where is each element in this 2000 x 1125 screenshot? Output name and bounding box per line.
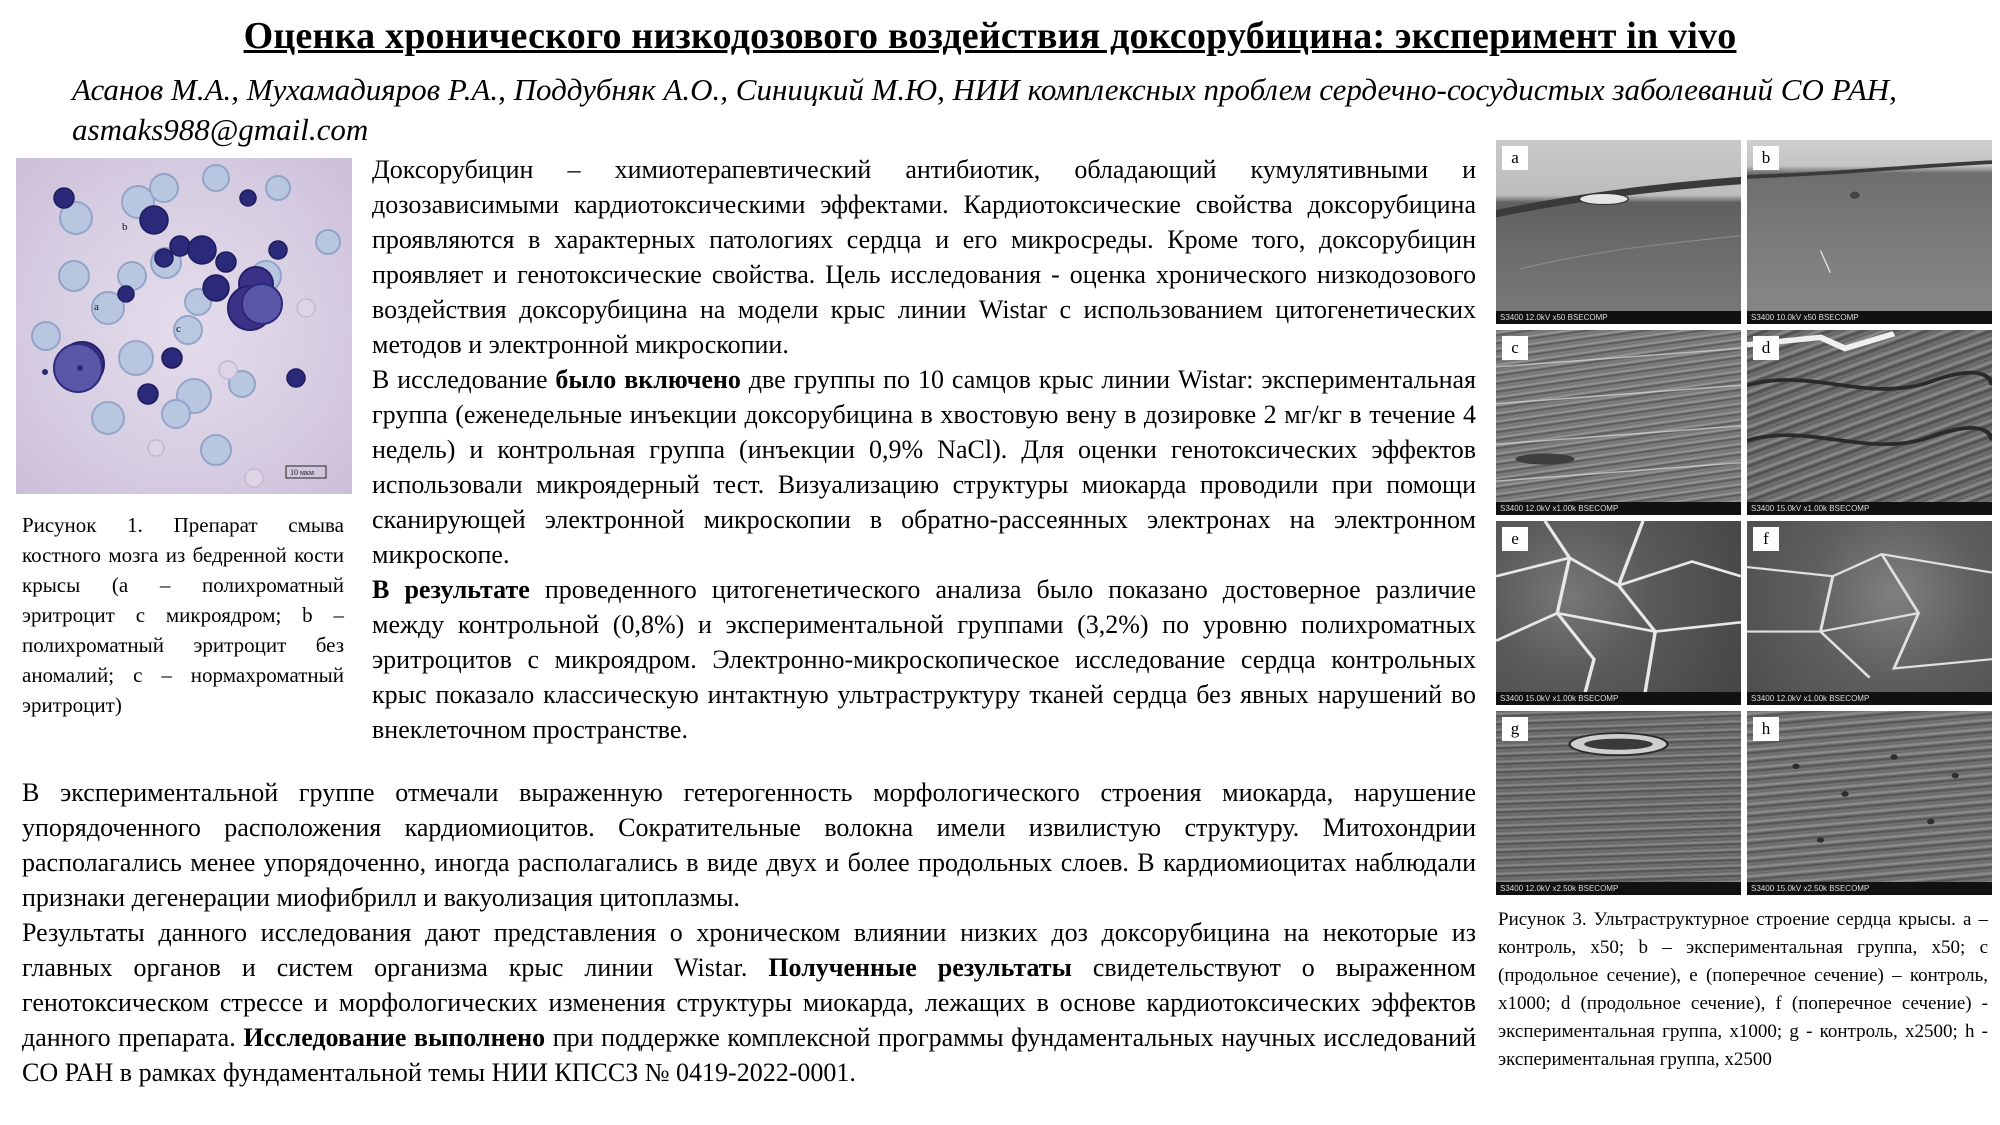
cell-label-c: c <box>176 323 181 335</box>
panel-info-bar-c: S3400 12.0kV x1.00k BSECOMP <box>1496 502 1741 515</box>
micrograph-panel-h <box>1747 711 1992 895</box>
intro-paragraph: Доксорубицин – химиотерапевтический антибиотик, обладающий кумулятивными и дозозависимыми кардиотоксическими эффектами. Кардиотоксические свойства доксорубицина проявляются в характерных патологиях сердца и его микросреды. Кроме того, доксорубицин проявляет и генотоксические свойства. Цель исследования - оценка хронического низкодозового воздействия доксорубицина на модели крыс линии Wistar с использованием цитогенетических методов и электронной микроскопии. <box>372 155 1476 359</box>
micrograph-panel-d <box>1747 330 1992 514</box>
methods-paragraph <box>372 362 1476 572</box>
poster-title: Оценка хронического низкодозового воздействия доксорубицина: эксперимент in vivo <box>243 15 1737 57</box>
panel-letter-h: h <box>1753 717 1779 741</box>
conclusion-pre: Результаты данного исследования дают представления о хроническом влиянии низких доз доксорубицина на некоторые из главных органов и систем организма крыс линии Wistar. <box>22 918 1476 982</box>
panel-letter-c: c <box>1502 336 1528 360</box>
panel-letter-f: f <box>1753 527 1779 551</box>
panel-letter-a: a <box>1502 146 1528 170</box>
micrograph-panel-f <box>1747 521 1992 705</box>
results-bold: В результате <box>372 575 530 604</box>
results-paragraph <box>372 572 1476 747</box>
methods-post: две группы по 10 самцов крыс линии Wistar: экспериментальная группа (еженедельные инъекции доксорубицина в хвостовую вену в дозировке 2 мг/кг в течение 4 недель) и контрольная группа (инъекции 0,9% NaCl). Для оценки генотоксических эффектов использовали микроядерный тест. Визуализацию структуры миокарда проводили при помощи сканирующей электронной микроскопии в обратно-рассеянных электронах на электронном микроскопе. <box>372 365 1476 569</box>
panel-letter-e: e <box>1502 527 1528 551</box>
panel-info-bar-b: S3400 10.0kV x50 BSECOMP <box>1747 311 1992 324</box>
body-text-top <box>372 152 1476 747</box>
figure-1-scale-label: 10 мкм <box>290 468 315 477</box>
panel-letter-b: b <box>1753 146 1779 170</box>
conclusion-bold-1: Полученные результаты <box>768 953 1072 982</box>
panel-info-bar-e: S3400 15.0kV x1.00k BSECOMP <box>1496 692 1741 705</box>
figure-1-caption: Рисунок 1. Препарат смыва костного мозга из бедренной кости крысы (a – полихроматный эритроцит с микроядром; b – полихроматный эритроцит без аномалий; c – нормахроматный эритроцит) <box>22 513 344 717</box>
figure-3-micrograph-grid <box>1496 140 1992 895</box>
panel-info-bar-a: S3400 12.0kV x50 BSECOMP <box>1496 311 1741 324</box>
micrograph-panel-g <box>1496 711 1741 895</box>
conclusion-paragraph <box>22 915 1476 1090</box>
conclusion-bold-2: Исследование выполнено <box>243 1023 546 1052</box>
panel-info-bar-h: S3400 15.0kV x2.50k BSECOMP <box>1747 882 1992 895</box>
methods-bold: было включено <box>555 365 741 394</box>
cell-label-a: a <box>94 301 99 313</box>
methods-pre: В исследование <box>372 365 556 394</box>
body-text-bottom <box>22 775 1476 1090</box>
authors-line: Асанов М.А., Мухамадияров Р.А., Поддубняк А.О., Синицкий М.Ю, НИИ комплексных проблем сердечно-сосудистых заболеваний СО РАН, asmaks988@gmail.com <box>72 72 1897 147</box>
micrograph-panel-e <box>1496 521 1741 705</box>
panel-info-bar-d: S3400 15.0kV x1.00k BSECOMP <box>1747 502 1992 515</box>
panel-info-bar-f: S3400 12.0kV x1.00k BSECOMP <box>1747 692 1992 705</box>
conclusion-post: при поддержке комплексной программы фундаментальных научных исследований СО РАН в рамках фундаментальной темы НИИ КПССЗ № 0419-2022-0001. <box>22 1023 1477 1087</box>
micrograph-panel-a <box>1496 140 1741 324</box>
conclusion-mid: свидетельствуют о выраженном генотоксическом стрессе и морфологических изменения структуры миокарда, лежащих в основе кардиотоксических эффектов данного препарата. <box>22 953 1477 1052</box>
figure-3-caption: Рисунок 3. Ультраструктурное строение сердца крысы. a – контроль, x50; b – экспериментальная группа, x50; c (продольное сечение), e (поперечное сечение) – контроль, x1000; d (продольное сечение), f (поперечное сечение) - экспериментальная группа, x1000; g - контроль, x2500; h - экспериментальная группа, x2500 <box>1498 909 1988 1070</box>
cell-label-b: b <box>122 221 128 233</box>
results-post: проведенного цитогенетического анализа было показано достоверное различие между контрольной (0,8%) и экспериментальной группами (3,2%) по уровню полихроматных эритроцитов с микроядром. Электронно-микроскопическое исследование сердца контрольных крыс показало классическую интактную ультраструктуру тканей сердца без явных нарушений во внеклеточном пространстве. <box>372 575 1477 744</box>
panel-info-bar-g: S3400 12.0kV x2.50k BSECOMP <box>1496 882 1741 895</box>
micrograph-panel-b <box>1747 140 1992 324</box>
micrograph-panel-c <box>1496 330 1741 514</box>
panel-letter-g: g <box>1502 717 1528 741</box>
experimental-paragraph: В экспериментальной группе отмечали выраженную гетерогенность морфологического строения миокарда, нарушение упорядоченного расположения кардиомиоцитов. Сократительные волокна имели извилистую структуру. Митохондрии располагались менее упорядоченно, иногда располагались в виде двух и более продольных слоев. В кардиомиоцитах наблюдали признаки дегенерации миофибрилл и вакуолизация цитоплазмы. <box>22 778 1476 912</box>
figure-1-micrograph <box>16 158 352 494</box>
panel-letter-d: d <box>1753 336 1779 360</box>
